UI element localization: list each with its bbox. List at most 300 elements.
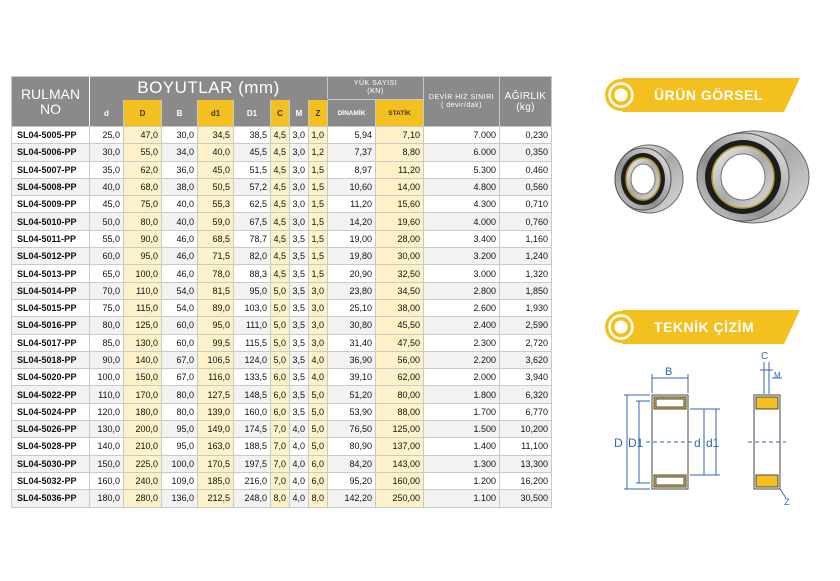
value-cell: 38,0 — [162, 178, 198, 195]
value-cell: 3.200 — [424, 248, 500, 265]
value-cell: 1.700 — [424, 403, 500, 420]
value-cell: 170,0 — [124, 386, 162, 403]
value-cell: 170,5 — [198, 455, 234, 472]
value-cell: 3,0 — [290, 196, 309, 213]
table-body — [12, 127, 552, 508]
value-cell: 45,0 — [90, 196, 124, 213]
bearing-code-cell: SL04-5024-PP — [12, 403, 90, 420]
value-cell: 3,620 — [500, 351, 552, 368]
value-cell: 68,0 — [124, 178, 162, 195]
value-cell: 55,0 — [124, 144, 162, 161]
value-cell: 4,5 — [271, 230, 290, 247]
value-cell: 3,5 — [290, 334, 309, 351]
value-cell: 1,160 — [500, 230, 552, 247]
value-cell: 5,0 — [309, 421, 328, 438]
value-cell: 174,5 — [234, 421, 271, 438]
value-cell: 133,5 — [234, 369, 271, 386]
value-cell: 3.000 — [424, 265, 500, 282]
value-cell: 4,0 — [290, 490, 309, 507]
value-cell: 60,0 — [90, 248, 124, 265]
value-cell: 45,5 — [234, 144, 271, 161]
col-M: M — [290, 100, 309, 127]
value-cell: 6,0 — [309, 455, 328, 472]
value-cell: 6,0 — [309, 472, 328, 489]
value-cell: 68,5 — [198, 230, 234, 247]
value-cell: 6,770 — [500, 403, 552, 420]
bearing-code-cell: SL04-5007-PP — [12, 161, 90, 178]
value-cell: 150,0 — [90, 455, 124, 472]
bearing-code-cell: SL04-5009-PP — [12, 196, 90, 213]
value-cell: 65,0 — [90, 265, 124, 282]
value-cell: 137,00 — [376, 438, 424, 455]
value-cell: 116,0 — [198, 369, 234, 386]
value-cell: 88,3 — [234, 265, 271, 282]
col-B: B — [162, 100, 198, 127]
value-cell: 3,0 — [309, 317, 328, 334]
value-cell: 4.300 — [424, 196, 500, 213]
value-cell: 46,0 — [162, 248, 198, 265]
value-cell: 139,0 — [198, 403, 234, 420]
value-cell: 46,0 — [162, 230, 198, 247]
value-cell: 80,00 — [376, 386, 424, 403]
value-cell: 30,0 — [90, 144, 124, 161]
label-B: B — [665, 366, 673, 378]
value-cell: 130,0 — [124, 334, 162, 351]
value-cell: 1.200 — [424, 472, 500, 489]
value-cell: 62,5 — [234, 196, 271, 213]
value-cell: 6,0 — [271, 386, 290, 403]
value-cell: 80,0 — [162, 386, 198, 403]
value-cell: 4,0 — [309, 369, 328, 386]
value-cell: 3,940 — [500, 369, 552, 386]
value-cell: 5,0 — [271, 299, 290, 316]
bearing-code-cell: SL04-5022-PP — [12, 386, 90, 403]
boyutlar-header: BOYUTLAR (mm) — [90, 77, 328, 100]
value-cell: 7.000 — [424, 127, 500, 144]
bearing-code-cell: SL04-5005-PP — [12, 127, 90, 144]
value-cell: 8,0 — [309, 490, 328, 507]
bearing-code-cell: SL04-5026-PP — [12, 421, 90, 438]
value-cell: 7,10 — [376, 127, 424, 144]
col-dinamik: DİNAMİK — [328, 100, 376, 127]
value-cell: 136,0 — [162, 490, 198, 507]
value-cell: 160,0 — [90, 472, 124, 489]
value-cell: 185,0 — [198, 472, 234, 489]
value-cell: 4,0 — [290, 438, 309, 455]
col-d1: d1 — [198, 100, 234, 127]
value-cell: 80,0 — [124, 213, 162, 230]
value-cell: 1,5 — [309, 248, 328, 265]
value-cell: 35,0 — [90, 161, 124, 178]
value-cell: 160,00 — [376, 472, 424, 489]
value-cell: 38,5 — [234, 127, 271, 144]
value-cell: 124,0 — [234, 351, 271, 368]
value-cell: 60,0 — [162, 317, 198, 334]
value-cell: 142,20 — [328, 490, 376, 507]
value-cell: 56,00 — [376, 351, 424, 368]
value-cell: 2.200 — [424, 351, 500, 368]
value-cell: 7,37 — [328, 144, 376, 161]
bearing-code-cell: SL04-5010-PP — [12, 213, 90, 230]
value-cell: 28,00 — [376, 230, 424, 247]
bearing-code-cell: SL04-5018-PP — [12, 351, 90, 368]
value-cell: 75,0 — [90, 299, 124, 316]
value-cell: 3,5 — [290, 386, 309, 403]
col-D1: D1 — [234, 100, 271, 127]
value-cell: 55,3 — [198, 196, 234, 213]
value-cell: 80,0 — [90, 317, 124, 334]
bearing-code-cell: SL04-5014-PP — [12, 282, 90, 299]
value-cell: 6,0 — [271, 369, 290, 386]
value-cell: 106,5 — [198, 351, 234, 368]
value-cell: 30,00 — [376, 248, 424, 265]
value-cell: 4,5 — [271, 248, 290, 265]
value-cell: 3,0 — [309, 334, 328, 351]
value-cell: 5,0 — [271, 317, 290, 334]
value-cell: 1,5 — [309, 213, 328, 230]
value-cell: 46,0 — [162, 265, 198, 282]
value-cell: 31,40 — [328, 334, 376, 351]
value-cell: 19,00 — [328, 230, 376, 247]
value-cell: 280,0 — [124, 490, 162, 507]
value-cell: 4,5 — [271, 161, 290, 178]
value-cell: 34,50 — [376, 282, 424, 299]
value-cell: 62,0 — [124, 161, 162, 178]
value-cell: 3,5 — [290, 351, 309, 368]
label-D1: D1 — [628, 436, 644, 450]
value-cell: 84,20 — [328, 455, 376, 472]
value-cell: 14,20 — [328, 213, 376, 230]
bearing-code-cell: SL04-5028-PP — [12, 438, 90, 455]
value-cell: 70,0 — [90, 282, 124, 299]
bearing-code-cell: SL04-5032-PP — [12, 472, 90, 489]
value-cell: 54,0 — [162, 282, 198, 299]
value-cell: 23,80 — [328, 282, 376, 299]
value-cell: 30,80 — [328, 317, 376, 334]
value-cell: 5,0 — [309, 386, 328, 403]
value-cell: 1,0 — [309, 127, 328, 144]
value-cell: 3,5 — [290, 265, 309, 282]
value-cell: 5,0 — [309, 438, 328, 455]
value-cell: 1,930 — [500, 299, 552, 316]
value-cell: 47,50 — [376, 334, 424, 351]
value-cell: 0,460 — [500, 161, 552, 178]
value-cell: 200,0 — [124, 421, 162, 438]
value-cell: 5,0 — [271, 334, 290, 351]
bearing-code-cell: SL04-5013-PP — [12, 265, 90, 282]
value-cell: 100,0 — [162, 455, 198, 472]
value-cell: 4,5 — [271, 178, 290, 195]
value-cell: 45,50 — [376, 317, 424, 334]
value-cell: 5,0 — [271, 351, 290, 368]
value-cell: 0,760 — [500, 213, 552, 230]
value-cell: 88,00 — [376, 403, 424, 420]
teknik-cizim-banner — [602, 310, 800, 344]
table-row — [12, 282, 552, 299]
value-cell: 95,0 — [198, 317, 234, 334]
value-cell: 3,0 — [309, 299, 328, 316]
value-cell: 67,0 — [162, 351, 198, 368]
bearing-code-cell: SL04-5020-PP — [12, 369, 90, 386]
value-cell: 75,0 — [124, 196, 162, 213]
value-cell: 125,0 — [124, 317, 162, 334]
col-Z: Z — [309, 100, 328, 127]
value-cell: 149,0 — [198, 421, 234, 438]
value-cell: 39,10 — [328, 369, 376, 386]
value-cell: 1,5 — [309, 161, 328, 178]
value-cell: 30,500 — [500, 490, 552, 507]
value-cell: 3,5 — [290, 369, 309, 386]
value-cell: 4,5 — [271, 196, 290, 213]
value-cell: 100,0 — [90, 369, 124, 386]
col-d: d — [90, 100, 124, 127]
value-cell: 0,230 — [500, 127, 552, 144]
value-cell: 103,0 — [234, 299, 271, 316]
label-D: D — [614, 436, 623, 450]
value-cell: 81,5 — [198, 282, 234, 299]
value-cell: 125,00 — [376, 421, 424, 438]
technical-drawing — [600, 348, 810, 508]
table-row — [12, 369, 552, 386]
value-cell: 4,5 — [271, 265, 290, 282]
value-cell: 53,90 — [328, 403, 376, 420]
value-cell: 143,00 — [376, 455, 424, 472]
value-cell: 150,0 — [124, 369, 162, 386]
bearing-code-cell: SL04-5036-PP — [12, 490, 90, 507]
value-cell: 225,0 — [124, 455, 162, 472]
bearing-code-cell: SL04-5006-PP — [12, 144, 90, 161]
value-cell: 10,200 — [500, 421, 552, 438]
value-cell: 216,0 — [234, 472, 271, 489]
col-D: D — [124, 100, 162, 127]
table-row — [12, 178, 552, 195]
teknik-cizim-title: TEKNİK ÇİZİM — [654, 319, 755, 335]
value-cell: 3,0 — [290, 213, 309, 230]
bearing-photo — [603, 127, 813, 227]
value-cell: 13,300 — [500, 455, 552, 472]
value-cell: 2.800 — [424, 282, 500, 299]
value-cell: 7,0 — [271, 472, 290, 489]
value-cell: 140,0 — [90, 438, 124, 455]
bearing-code-cell: SL04-5012-PP — [12, 248, 90, 265]
value-cell: 140,0 — [124, 351, 162, 368]
value-cell: 47,0 — [124, 127, 162, 144]
value-cell: 120,0 — [90, 403, 124, 420]
table-row — [12, 438, 552, 455]
value-cell: 60,0 — [162, 334, 198, 351]
value-cell: 248,0 — [234, 490, 271, 507]
value-cell: 80,90 — [328, 438, 376, 455]
value-cell: 197,5 — [234, 455, 271, 472]
value-cell: 2.000 — [424, 369, 500, 386]
table-row — [12, 351, 552, 368]
value-cell: 4.000 — [424, 213, 500, 230]
value-cell: 4,5 — [271, 127, 290, 144]
value-cell: 3,0 — [290, 127, 309, 144]
table-row — [12, 196, 552, 213]
value-cell: 7,0 — [271, 455, 290, 472]
value-cell: 15,60 — [376, 196, 424, 213]
value-cell: 130,0 — [90, 421, 124, 438]
value-cell: 34,5 — [198, 127, 234, 144]
value-cell: 90,0 — [124, 230, 162, 247]
value-cell: 2,720 — [500, 334, 552, 351]
label-d1: d1 — [706, 436, 720, 450]
urun-gorsel-banner — [602, 78, 800, 112]
value-cell: 50,0 — [90, 213, 124, 230]
value-cell: 1,2 — [309, 144, 328, 161]
value-cell: 3,5 — [290, 403, 309, 420]
value-cell: 0,710 — [500, 196, 552, 213]
value-cell: 36,90 — [328, 351, 376, 368]
value-cell: 6,0 — [271, 403, 290, 420]
value-cell: 1.300 — [424, 455, 500, 472]
label-Z: Z — [784, 497, 790, 507]
urun-gorsel-title: ÜRÜN GÖRSEL — [654, 87, 763, 103]
value-cell: 6,320 — [500, 386, 552, 403]
value-cell: 3,5 — [290, 230, 309, 247]
value-cell: 19,80 — [328, 248, 376, 265]
value-cell: 7,0 — [271, 421, 290, 438]
value-cell: 127,5 — [198, 386, 234, 403]
value-cell: 3,0 — [309, 282, 328, 299]
value-cell: 38,00 — [376, 299, 424, 316]
value-cell: 90,0 — [90, 351, 124, 368]
value-cell: 95,0 — [124, 248, 162, 265]
value-cell: 40,0 — [162, 213, 198, 230]
value-cell: 4,0 — [290, 421, 309, 438]
value-cell: 5,0 — [309, 403, 328, 420]
value-cell: 6.000 — [424, 144, 500, 161]
devir-header: DEVİR HIZ SINIRI ( devir/dak) — [424, 77, 500, 127]
value-cell: 40,0 — [90, 178, 124, 195]
value-cell: 3,5 — [290, 248, 309, 265]
table-row — [12, 490, 552, 507]
value-cell: 0,560 — [500, 178, 552, 195]
value-cell: 3,5 — [290, 317, 309, 334]
table-row — [12, 472, 552, 489]
value-cell: 36,0 — [162, 161, 198, 178]
value-cell: 59,0 — [198, 213, 234, 230]
value-cell: 7,0 — [271, 438, 290, 455]
bearing-code-cell: SL04-5008-PP — [12, 178, 90, 195]
value-cell: 25,10 — [328, 299, 376, 316]
value-cell: 89,0 — [198, 299, 234, 316]
value-cell: 2.600 — [424, 299, 500, 316]
value-cell: 54,0 — [162, 299, 198, 316]
value-cell: 115,0 — [124, 299, 162, 316]
value-cell: 4,0 — [309, 351, 328, 368]
value-cell: 10,60 — [328, 178, 376, 195]
value-cell: 50,5 — [198, 178, 234, 195]
value-cell: 19,60 — [376, 213, 424, 230]
value-cell: 32,50 — [376, 265, 424, 282]
rulman-no-header: RULMAN NO — [12, 77, 90, 127]
value-cell: 40,0 — [198, 144, 234, 161]
value-cell: 4,0 — [290, 472, 309, 489]
value-cell: 212,5 — [198, 490, 234, 507]
table-row — [12, 334, 552, 351]
value-cell: 109,0 — [162, 472, 198, 489]
table-row — [12, 144, 552, 161]
label-d: d — [694, 436, 701, 450]
yuk-sayisi-header: YÜK SAYISI (KN) — [328, 77, 424, 100]
value-cell: 99,5 — [198, 334, 234, 351]
value-cell: 55,0 — [90, 230, 124, 247]
value-cell: 11,20 — [376, 161, 424, 178]
value-cell: 16,200 — [500, 472, 552, 489]
value-cell: 95,20 — [328, 472, 376, 489]
value-cell: 67,0 — [162, 369, 198, 386]
value-cell: 1,5 — [309, 265, 328, 282]
value-cell: 1,5 — [309, 230, 328, 247]
value-cell: 1.800 — [424, 386, 500, 403]
value-cell: 3,0 — [290, 161, 309, 178]
label-M: M — [774, 371, 781, 380]
value-cell: 78,7 — [234, 230, 271, 247]
value-cell: 240,0 — [124, 472, 162, 489]
value-cell: 1,850 — [500, 282, 552, 299]
value-cell: 95,0 — [162, 421, 198, 438]
table-row — [12, 299, 552, 316]
value-cell: 160,0 — [234, 403, 271, 420]
agirlik-header: AĞIRLIK (kg) — [500, 77, 552, 127]
value-cell: 188,5 — [234, 438, 271, 455]
value-cell: 8,0 — [271, 490, 290, 507]
bearing-code-cell: SL04-5011-PP — [12, 230, 90, 247]
col-C: C — [271, 100, 290, 127]
value-cell: 8,80 — [376, 144, 424, 161]
label-C: C — [761, 351, 769, 362]
table-row — [12, 317, 552, 334]
value-cell: 34,0 — [162, 144, 198, 161]
value-cell: 1.400 — [424, 438, 500, 455]
value-cell: 1.500 — [424, 421, 500, 438]
value-cell: 3,0 — [290, 178, 309, 195]
value-cell: 163,0 — [198, 438, 234, 455]
value-cell: 95,0 — [162, 438, 198, 455]
value-cell: 1.100 — [424, 490, 500, 507]
table-row — [12, 161, 552, 178]
value-cell: 1,320 — [500, 265, 552, 282]
bearing-code-cell: SL04-5016-PP — [12, 317, 90, 334]
value-cell: 180,0 — [124, 403, 162, 420]
value-cell: 82,0 — [234, 248, 271, 265]
table-row — [12, 230, 552, 247]
value-cell: 80,0 — [162, 403, 198, 420]
value-cell: 115,5 — [234, 334, 271, 351]
value-cell: 5.300 — [424, 161, 500, 178]
table-row — [12, 386, 552, 403]
table-row — [12, 265, 552, 282]
value-cell: 5,94 — [328, 127, 376, 144]
value-cell: 14,00 — [376, 178, 424, 195]
bearing-code-cell: SL04-5030-PP — [12, 455, 90, 472]
value-cell: 1,240 — [500, 248, 552, 265]
value-cell: 30,0 — [162, 127, 198, 144]
value-cell: 250,00 — [376, 490, 424, 507]
bearing-code-cell: SL04-5015-PP — [12, 299, 90, 316]
bearing-spec-table — [11, 76, 552, 508]
value-cell: 11,20 — [328, 196, 376, 213]
value-cell: 1,5 — [309, 178, 328, 195]
value-cell: 11,100 — [500, 438, 552, 455]
value-cell: 51,20 — [328, 386, 376, 403]
table-row — [12, 403, 552, 420]
value-cell: 45,0 — [198, 161, 234, 178]
value-cell: 110,0 — [90, 386, 124, 403]
value-cell: 2.300 — [424, 334, 500, 351]
